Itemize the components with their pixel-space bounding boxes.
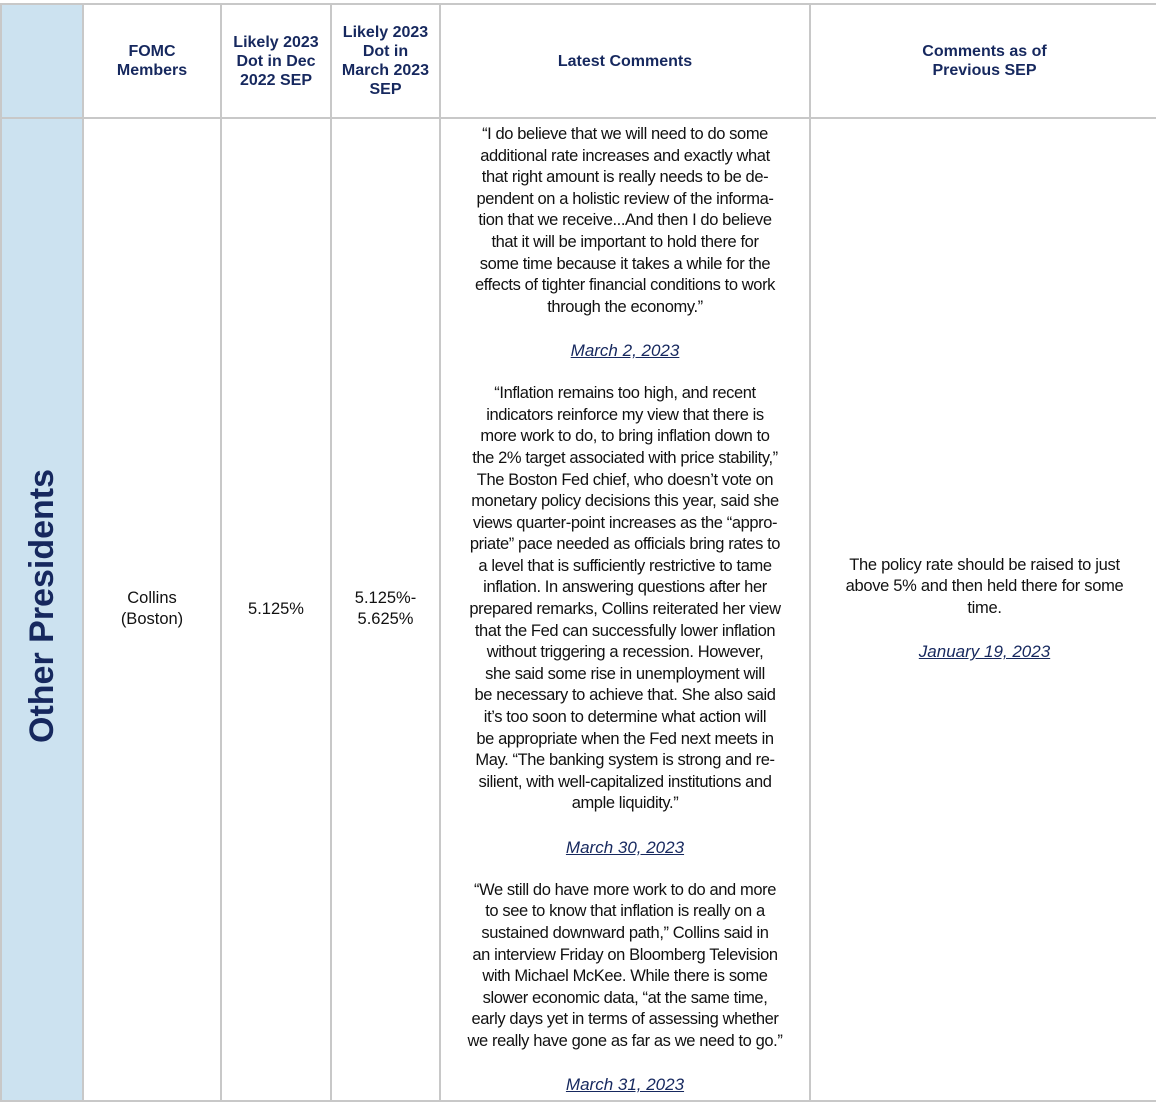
dec-dot-value: 5.125%	[221, 118, 331, 1101]
text-line: indicators reinforce my view that there is	[486, 405, 764, 424]
member-bank: (Boston)	[120, 610, 184, 629]
text-line: above 5% and then held there for some	[845, 577, 1124, 596]
previous-comments-cell	[810, 118, 1156, 1101]
text-line: that it will be important to hold there for	[491, 232, 759, 251]
comment-date-link[interactable]: March 31, 2023	[565, 1075, 685, 1095]
text-line: monetary policy decisions this year, said she	[471, 492, 779, 511]
text-line: it’s too soon to determine what action will	[483, 708, 767, 727]
text-line: prepared remarks, Collins reiterated her view	[469, 600, 781, 619]
text-line: that the Fed can successfully lower inflation	[474, 621, 776, 640]
text-line: 2022 SEP	[239, 71, 313, 89]
text-line: 5.625%	[357, 610, 414, 629]
text-line: the 2% target associated with price stability,”	[472, 448, 778, 467]
text-line: an interview Friday on Bloomberg Television	[472, 945, 778, 964]
text-line: 5.125%-	[354, 588, 417, 607]
comment-quote	[443, 124, 807, 318]
text-line: effects of tighter financial conditions to work	[474, 276, 776, 295]
text-line: slower economic data, “at the same time,	[482, 988, 768, 1007]
text-line: tion that we receive...And then I do believe	[478, 211, 772, 230]
text-line: without triggering a recession. However,	[486, 643, 764, 662]
text-line: she said some rise in unemployment will	[485, 664, 765, 683]
text-line: May. “The banking system is strong and re-	[475, 751, 775, 770]
text-line: The policy rate should be raised to just	[849, 555, 1120, 574]
text-line: views quarter-point increases as the “appro-	[472, 513, 778, 532]
text-line: sustained downward path,” Collins said in	[481, 923, 769, 942]
header-row	[1, 4, 1156, 118]
text-line: some time because it takes a while for the	[479, 254, 771, 273]
header-mar-dot	[331, 4, 440, 118]
text-line: time.	[967, 599, 1002, 618]
header-latest-comments: Latest Comments	[440, 4, 810, 118]
text-line: Likely 2023	[342, 24, 429, 41]
text-line: inflation. In answering questions after her	[483, 578, 767, 597]
text-line: ample liquidity.”	[571, 794, 679, 813]
text-line: silient, with well-capitalized institutions and	[478, 772, 772, 791]
text-line: Members	[116, 62, 188, 79]
text-line: we really have gone as far as we need to go.”	[467, 1031, 783, 1050]
header-dec-dot	[221, 4, 331, 118]
text-line: The Boston Fed chief, who doesn’t vote on	[476, 470, 774, 489]
text-line: through the economy.”	[547, 297, 703, 316]
text-line: early days yet in terms of assessing whether	[471, 1010, 779, 1029]
text-line: Previous SEP	[932, 62, 1037, 79]
text-line: with Michael McKee. While there is some	[482, 967, 768, 986]
previous-comment-date-link[interactable]: January 19, 2023	[918, 642, 1051, 662]
text-line: “Inflation remains too high, and recent	[494, 384, 756, 403]
text-line: priate” pace needed as officials bring rates to	[469, 535, 781, 554]
member-name: Collins	[127, 588, 177, 607]
text-line: Likely 2023	[233, 33, 319, 51]
fomc-comments-table	[0, 3, 1156, 1102]
mar-dot-value	[331, 118, 440, 1101]
text-line: March 2023	[341, 62, 430, 79]
text-line: additional rate increases and exactly what	[480, 146, 770, 165]
header-group-cell	[1, 4, 83, 118]
text-line: “I do believe that we will need to do some	[482, 125, 768, 143]
group-label-cell	[1, 118, 83, 1101]
previous-comment-text	[819, 555, 1150, 620]
text-line: Comments as of	[922, 43, 1047, 60]
text-line: be appropriate when the Fed next meets in	[476, 729, 774, 748]
comment-quote	[443, 880, 807, 1053]
comment-date-link[interactable]: March 30, 2023	[565, 837, 685, 857]
text-line: “We still do have more work to do and more	[473, 880, 777, 899]
group-label: Other Presidents	[23, 469, 61, 744]
latest-comments-cell	[440, 118, 810, 1101]
text-line: Dot in Dec	[236, 52, 316, 70]
text-line: FOMC	[128, 43, 176, 60]
text-line: more work to do, to bring inflation down to	[480, 427, 770, 446]
text-line: a level that is sufficiently restrictive to tame	[478, 556, 772, 575]
text-line: SEP	[369, 81, 402, 98]
member-cell	[83, 118, 221, 1101]
text-line: pendent on a holistic review of the informa-	[476, 189, 774, 208]
comment-quote	[443, 383, 807, 815]
text-line: Dot in	[362, 43, 409, 60]
header-members	[83, 4, 221, 118]
header-previous-comments	[810, 4, 1156, 118]
comment-date-link[interactable]: March 2, 2023	[570, 340, 680, 360]
text-line: to see to know that inflation is really on a	[485, 902, 765, 921]
table-row	[1, 118, 1156, 1101]
text-line: be necessary to achieve that. She also said	[474, 686, 776, 705]
text-line: that right amount is really needs to be de-	[481, 168, 769, 187]
